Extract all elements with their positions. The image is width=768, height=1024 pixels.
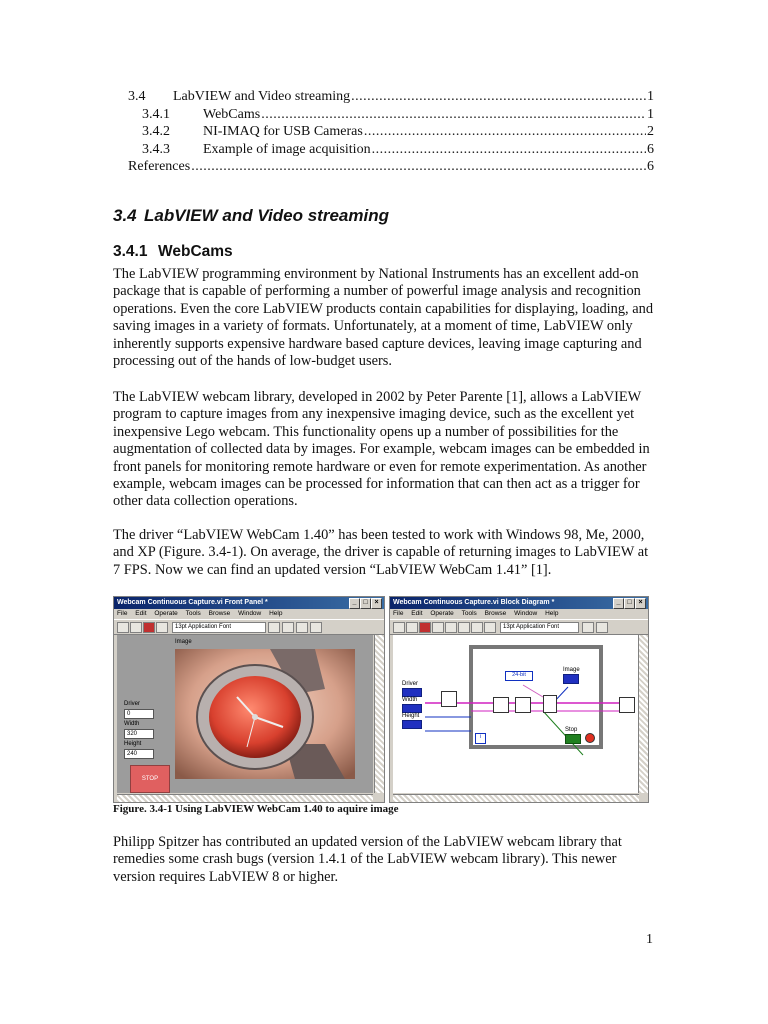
toc-page: 1	[647, 89, 654, 104]
toc-entry[interactable]	[128, 89, 654, 107]
pause-icon[interactable]	[432, 622, 444, 633]
vertical-scrollbar[interactable]	[638, 635, 648, 793]
reorder-icon[interactable]	[310, 622, 322, 633]
menu-browse[interactable]: Browse	[484, 610, 507, 617]
body-paragraph: The LabVIEW programming environment by National Instruments has an excellent add-on package that is capable of performing a number of powerful image analysis and recognition operations. Even the core LabVIEW products contain capabilities for displaying, loading, and saving images in a variety of formats. Unfortunately, at a moment of time, LabVIEW only inherently supports expensive hardware based capture devices, leaving image capturing and processing out of the hands of low-budget users.	[113, 266, 654, 370]
grab-frame-icon[interactable]	[493, 697, 509, 713]
toc-leader	[261, 107, 646, 123]
menu-operate[interactable]: Operate	[154, 610, 178, 617]
menu-edit[interactable]: Edit	[411, 610, 423, 617]
height-terminal-label: Height	[402, 713, 420, 719]
width-terminal-label: Width	[402, 697, 418, 703]
minimize-button[interactable]: _	[613, 598, 624, 609]
watch-photo-icon	[175, 649, 355, 779]
horizontal-scrollbar[interactable]	[393, 794, 639, 802]
align-icon[interactable]	[268, 622, 280, 633]
width-input[interactable]: 320	[124, 729, 154, 739]
align-icon[interactable]	[582, 622, 594, 633]
block-diagram-window[interactable]	[389, 596, 649, 803]
front-panel-titlebar[interactable]	[114, 597, 384, 609]
figure-caption: Figure. 3.4-1 Using LabVIEW WebCam 1.40 to aquire image	[113, 803, 399, 815]
image-terminal-label: Image	[563, 667, 580, 673]
toc-page: 6	[647, 159, 654, 174]
font-selector[interactable]: 13pt Application Font	[172, 622, 266, 633]
unbundle-icon[interactable]	[543, 695, 557, 713]
abort-icon[interactable]	[419, 622, 431, 633]
block-diagram-titlebar[interactable]	[390, 597, 648, 609]
menu-tools[interactable]: Tools	[185, 610, 201, 617]
horizontal-scrollbar[interactable]	[117, 794, 373, 802]
webcam-image	[175, 649, 355, 779]
maximize-button[interactable]: □	[624, 598, 635, 609]
image-terminal[interactable]	[563, 674, 579, 684]
height-label: Height	[124, 741, 142, 747]
open-camera-icon[interactable]	[441, 691, 457, 707]
run-continuous-icon[interactable]	[130, 622, 142, 633]
menu-window[interactable]: Window	[238, 610, 262, 617]
toc-page: 1	[647, 106, 654, 122]
page-number: 1	[646, 932, 653, 947]
highlight-icon[interactable]	[445, 622, 457, 633]
subsection-title: WebCams	[158, 243, 233, 260]
toc-title: Example of image acquisition	[203, 141, 371, 157]
height-terminal[interactable]	[402, 720, 422, 729]
front-panel-canvas	[117, 635, 373, 793]
close-camera-icon[interactable]	[619, 697, 635, 713]
menu-bar	[390, 609, 648, 619]
font-selector[interactable]: 13pt Application Font	[500, 622, 579, 633]
body-paragraph: The LabVIEW webcam library, developed in 2002 by Peter Parente [1], allows a LabVIEW program to capture images from any inexpensive imaging device, such as the excellent yet inexpensive Lego webcam. This functionality opens up a number of possibilities for the augmentation of collected data by images. For example, webcam images can be embedded in front panels for monitoring remote hardware or even for remote experimentation. As another example, webcam images can be processed for information that can then act as a trigger for other data collection operations.	[113, 389, 650, 510]
wire	[523, 685, 543, 697]
close-button[interactable]: ×	[635, 598, 646, 609]
run-continuous-icon[interactable]	[406, 622, 418, 633]
toolbar	[390, 619, 648, 635]
step-over-icon[interactable]	[471, 622, 483, 633]
toc-leader	[351, 89, 646, 105]
menu-file[interactable]: File	[117, 610, 128, 617]
menu-edit[interactable]: Edit	[135, 610, 147, 617]
toc-page: 6	[647, 141, 654, 157]
driver-terminal[interactable]	[402, 688, 422, 697]
type-constant[interactable]: 24-bit	[505, 671, 533, 681]
window-title: Webcam Continuous Capture.vi Block Diagram *	[393, 599, 555, 606]
front-panel-window[interactable]	[113, 596, 385, 803]
step-into-icon[interactable]	[458, 622, 470, 633]
table-of-contents	[128, 89, 654, 177]
menu-tools[interactable]: Tools	[461, 610, 477, 617]
stop-button[interactable]: STOP	[130, 765, 170, 793]
distribute-icon[interactable]	[282, 622, 294, 633]
toc-leader	[191, 159, 646, 175]
loop-condition-icon[interactable]	[585, 733, 595, 743]
menu-operate[interactable]: Operate	[430, 610, 454, 617]
run-arrow-icon[interactable]	[117, 622, 129, 633]
width-terminal[interactable]	[402, 704, 422, 713]
driver-label: Driver	[124, 701, 140, 707]
body-paragraph: Philipp Spitzer has contributed an updated version of the LabVIEW webcam library that remedies some crash bugs (version 1.4.1 of the LabVIEW webcam library). This newer version requires LabVIEW 8 or higher.	[113, 834, 622, 885]
wire-diagram	[393, 635, 639, 793]
image-label: Image	[175, 639, 192, 645]
run-arrow-icon[interactable]	[393, 622, 405, 633]
toc-title: LabVIEW and Video streaming	[173, 89, 351, 104]
menu-help[interactable]: Help	[269, 610, 283, 617]
distribute-icon[interactable]	[596, 622, 608, 633]
driver-input[interactable]: 0	[124, 709, 154, 719]
stop-terminal[interactable]	[565, 734, 581, 744]
toc-entry[interactable]	[128, 159, 654, 177]
toc-number: 3.4.3	[142, 141, 170, 157]
block-diagram-canvas	[393, 635, 639, 793]
close-button[interactable]: ×	[371, 598, 382, 609]
menu-file[interactable]: File	[393, 610, 404, 617]
toc-number: 3.4	[128, 89, 146, 104]
pause-icon[interactable]	[156, 622, 168, 633]
toc-entry[interactable]	[128, 124, 654, 142]
resize-icon[interactable]	[296, 622, 308, 633]
stop-terminal-label: Stop	[565, 727, 578, 733]
convert-icon[interactable]	[515, 697, 531, 713]
toolbar	[114, 619, 384, 635]
driver-terminal-label: Driver	[402, 681, 418, 687]
toc-leader	[372, 142, 646, 158]
vertical-scrollbar[interactable]	[374, 635, 384, 793]
body-paragraph: The driver “LabVIEW WebCam 1.40” has been tested to work with Windows 98, Me, 2000, and XP (Figure. 3.4-1). On average, the driver is capable of returning images to LabVIEW at 7 FPS. Now we can find an updated version “LabVIEW WebCam 1.41” [1].	[113, 527, 649, 578]
width-label: Width	[124, 721, 140, 727]
section-title: LabVIEW and Video streaming	[144, 206, 389, 225]
toc-title: NI-IMAQ for USB Cameras	[203, 124, 363, 139]
minimize-button[interactable]: _	[349, 598, 360, 609]
section-number: 3.4	[113, 206, 137, 225]
window-title: Webcam Continuous Capture.vi Front Panel *	[117, 599, 268, 606]
step-out-icon[interactable]	[484, 622, 496, 633]
toc-leader	[364, 124, 646, 140]
maximize-button[interactable]: □	[360, 598, 371, 609]
loop-index: i	[475, 733, 486, 744]
subsection-heading	[113, 243, 233, 261]
subsection-number: 3.4.1	[113, 243, 148, 260]
toc-entry[interactable]	[128, 107, 654, 125]
toc-page: 2	[647, 124, 654, 139]
toc-number: 3.4.2	[142, 124, 170, 139]
abort-icon[interactable]	[143, 622, 155, 633]
menu-window[interactable]: Window	[514, 610, 538, 617]
toc-title: WebCams	[203, 106, 261, 122]
toc-number: 3.4.1	[142, 106, 170, 122]
menu-browse[interactable]: Browse	[208, 610, 231, 617]
toc-title: References	[128, 159, 191, 174]
while-loop-frame	[471, 647, 601, 747]
menu-bar	[114, 609, 384, 619]
section-heading	[113, 206, 389, 226]
toc-entry[interactable]	[128, 142, 654, 160]
menu-help[interactable]: Help	[545, 610, 559, 617]
height-input[interactable]: 240	[124, 749, 154, 759]
